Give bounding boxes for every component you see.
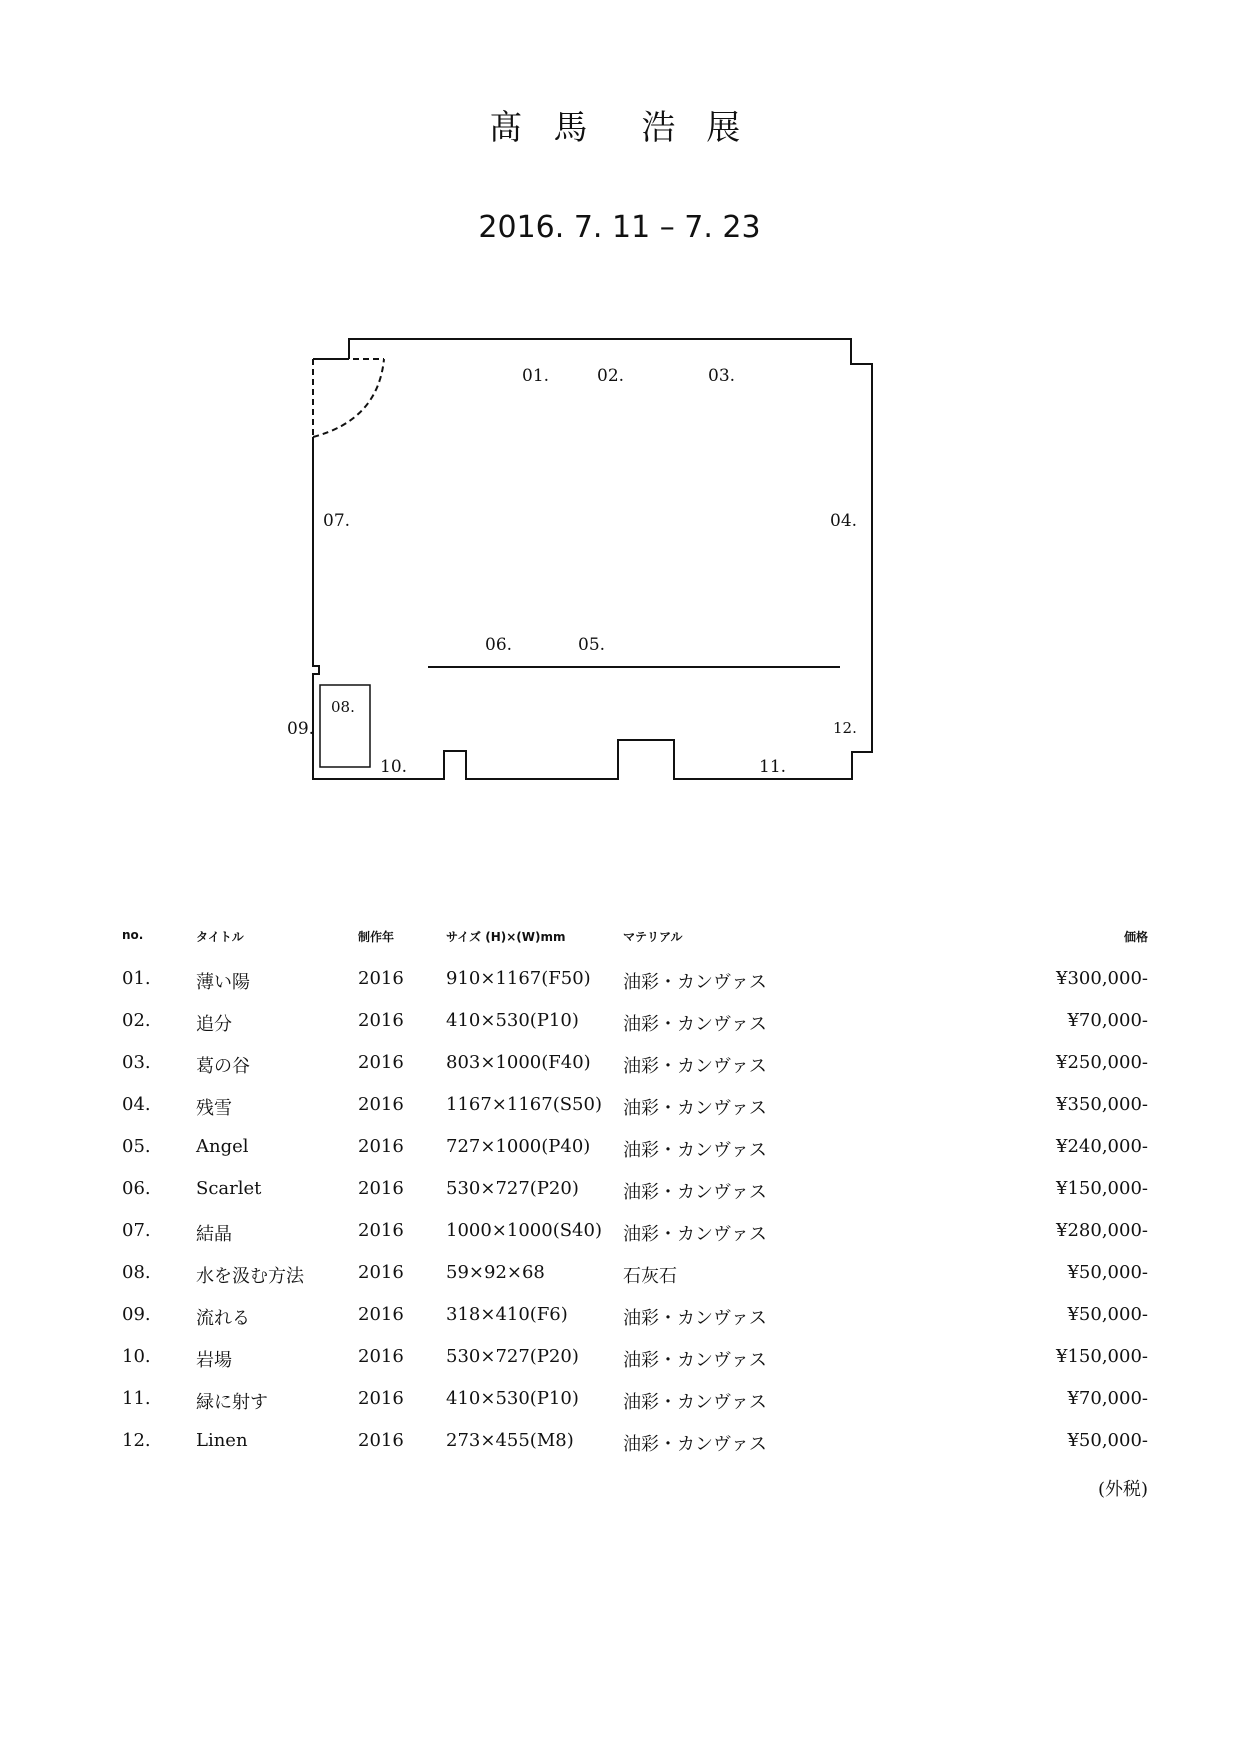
row-material: 油彩・カンヴァス xyxy=(623,1140,767,1161)
row-material: 油彩・カンヴァス xyxy=(623,1014,767,1035)
row-year: 2016 xyxy=(358,1052,404,1073)
table-row xyxy=(118,1042,1148,1084)
row-no: 01. xyxy=(122,968,151,989)
row-price: ¥50,000- xyxy=(1067,1262,1148,1283)
row-material: 油彩・カンヴァス xyxy=(623,1056,767,1077)
plan-label-07: 07. xyxy=(323,511,351,531)
row-title: 葛の谷 xyxy=(196,1056,250,1077)
row-material: 油彩・カンヴァス xyxy=(623,1308,767,1329)
row-title: Scarlet xyxy=(196,1178,262,1199)
header-material: マテリアル xyxy=(623,930,683,944)
row-price: ¥50,000- xyxy=(1067,1304,1148,1325)
row-title: Angel xyxy=(196,1136,249,1157)
plan-label-04: 04. xyxy=(830,511,858,531)
table-row xyxy=(118,1378,1148,1420)
plan-label-08: 08. xyxy=(331,698,355,716)
row-title: Linen xyxy=(196,1430,248,1451)
row-material: 油彩・カンヴァス xyxy=(623,1350,767,1371)
plan-label-02: 02. xyxy=(597,366,625,386)
header-title: タイトル xyxy=(196,930,244,944)
plan-label-01: 01. xyxy=(522,366,550,386)
row-no: 12. xyxy=(122,1430,151,1451)
table-row xyxy=(118,1336,1148,1378)
row-price: ¥250,000- xyxy=(1056,1052,1148,1073)
row-no: 11. xyxy=(122,1388,151,1409)
row-material: 油彩・カンヴァス xyxy=(623,1224,767,1245)
row-size: 803×1000(F40) xyxy=(446,1052,591,1073)
row-size: 910×1167(F50) xyxy=(446,968,591,989)
row-no: 05. xyxy=(122,1136,151,1157)
row-size: 273×455(M8) xyxy=(446,1430,574,1451)
artwork-price-list xyxy=(118,920,1148,1462)
row-size: 530×727(P20) xyxy=(446,1346,579,1367)
row-year: 2016 xyxy=(358,1220,404,1241)
row-price: ¥70,000- xyxy=(1067,1010,1148,1031)
exhibition-dates: 2016. 7. 11 – 7. 23 xyxy=(478,210,761,245)
row-size: 1167×1167(S50) xyxy=(446,1094,602,1115)
row-material: 油彩・カンヴァス xyxy=(623,972,767,993)
table-row xyxy=(118,958,1148,1000)
row-year: 2016 xyxy=(358,1346,404,1367)
row-material: 油彩・カンヴァス xyxy=(623,1182,767,1203)
table-row xyxy=(118,1294,1148,1336)
row-no: 07. xyxy=(122,1220,151,1241)
row-title: 岩場 xyxy=(196,1350,232,1371)
row-size: 530×727(P20) xyxy=(446,1178,579,1199)
tax-note: (外税) xyxy=(1097,1479,1148,1500)
row-year: 2016 xyxy=(358,1430,404,1451)
row-material: 油彩・カンヴァス xyxy=(623,1392,767,1413)
row-price: ¥70,000- xyxy=(1067,1388,1148,1409)
row-year: 2016 xyxy=(358,1388,404,1409)
row-no: 02. xyxy=(122,1010,151,1031)
row-no: 06. xyxy=(122,1178,151,1199)
row-title: 流れる xyxy=(196,1308,250,1329)
row-no: 04. xyxy=(122,1094,151,1115)
row-title: 残雪 xyxy=(196,1098,232,1119)
plan-label-05: 05. xyxy=(578,635,606,655)
table-row xyxy=(118,1126,1148,1168)
row-year: 2016 xyxy=(358,1304,404,1325)
door-swing xyxy=(313,359,384,437)
row-size: 727×1000(P40) xyxy=(446,1136,591,1157)
plan-label-06: 06. xyxy=(485,635,513,655)
table-row xyxy=(118,1000,1148,1042)
row-no: 08. xyxy=(122,1262,151,1283)
header-year: 制作年 xyxy=(358,930,395,944)
table-header-row xyxy=(118,920,1148,958)
row-year: 2016 xyxy=(358,1178,404,1199)
table-row xyxy=(118,1210,1148,1252)
row-price: ¥50,000- xyxy=(1067,1430,1148,1451)
row-no: 10. xyxy=(122,1346,151,1367)
row-year: 2016 xyxy=(358,1094,404,1115)
table-row xyxy=(118,1168,1148,1210)
row-size: 410×530(P10) xyxy=(446,1388,579,1409)
row-material: 油彩・カンヴァス xyxy=(623,1434,767,1455)
header-price: 価格 xyxy=(1123,930,1148,944)
row-size: 318×410(F6) xyxy=(446,1304,568,1325)
row-material: 油彩・カンヴァス xyxy=(623,1098,767,1119)
table-row xyxy=(118,1252,1148,1294)
row-year: 2016 xyxy=(358,968,404,989)
plan-label-03: 03. xyxy=(708,366,736,386)
row-year: 2016 xyxy=(358,1262,404,1283)
row-title: 結晶 xyxy=(196,1224,232,1245)
row-size: 59×92×68 xyxy=(446,1262,545,1283)
header-no: no. xyxy=(122,928,144,942)
row-size: 410×530(P10) xyxy=(446,1010,579,1031)
table-row xyxy=(118,1084,1148,1126)
row-no: 09. xyxy=(122,1304,151,1325)
floor-plan-walls xyxy=(313,339,872,779)
plan-label-09: 09. xyxy=(287,719,315,739)
row-material: 石灰石 xyxy=(623,1266,677,1287)
row-price: ¥150,000- xyxy=(1056,1178,1148,1199)
row-year: 2016 xyxy=(358,1136,404,1157)
table-row xyxy=(118,1420,1148,1462)
row-title: 緑に射す xyxy=(196,1392,268,1413)
row-price: ¥240,000- xyxy=(1056,1136,1148,1157)
row-year: 2016 xyxy=(358,1010,404,1031)
row-title: 追分 xyxy=(196,1014,232,1035)
plan-label-11: 11. xyxy=(759,757,787,777)
floor-plan xyxy=(0,0,1239,820)
row-title: 水を汲む方法 xyxy=(196,1266,304,1287)
exhibition-title: 髙 馬 浩 展 xyxy=(488,108,751,148)
row-price: ¥350,000- xyxy=(1056,1094,1148,1115)
row-price: ¥300,000- xyxy=(1056,968,1148,989)
row-size: 1000×1000(S40) xyxy=(446,1220,602,1241)
plan-label-12: 12. xyxy=(833,719,857,737)
header-size: サイズ (H)×(W)mm xyxy=(446,930,566,944)
row-title: 薄い陽 xyxy=(196,972,250,993)
plan-label-10: 10. xyxy=(380,757,408,777)
row-no: 03. xyxy=(122,1052,151,1073)
row-price: ¥280,000- xyxy=(1056,1220,1148,1241)
row-price: ¥150,000- xyxy=(1056,1346,1148,1367)
